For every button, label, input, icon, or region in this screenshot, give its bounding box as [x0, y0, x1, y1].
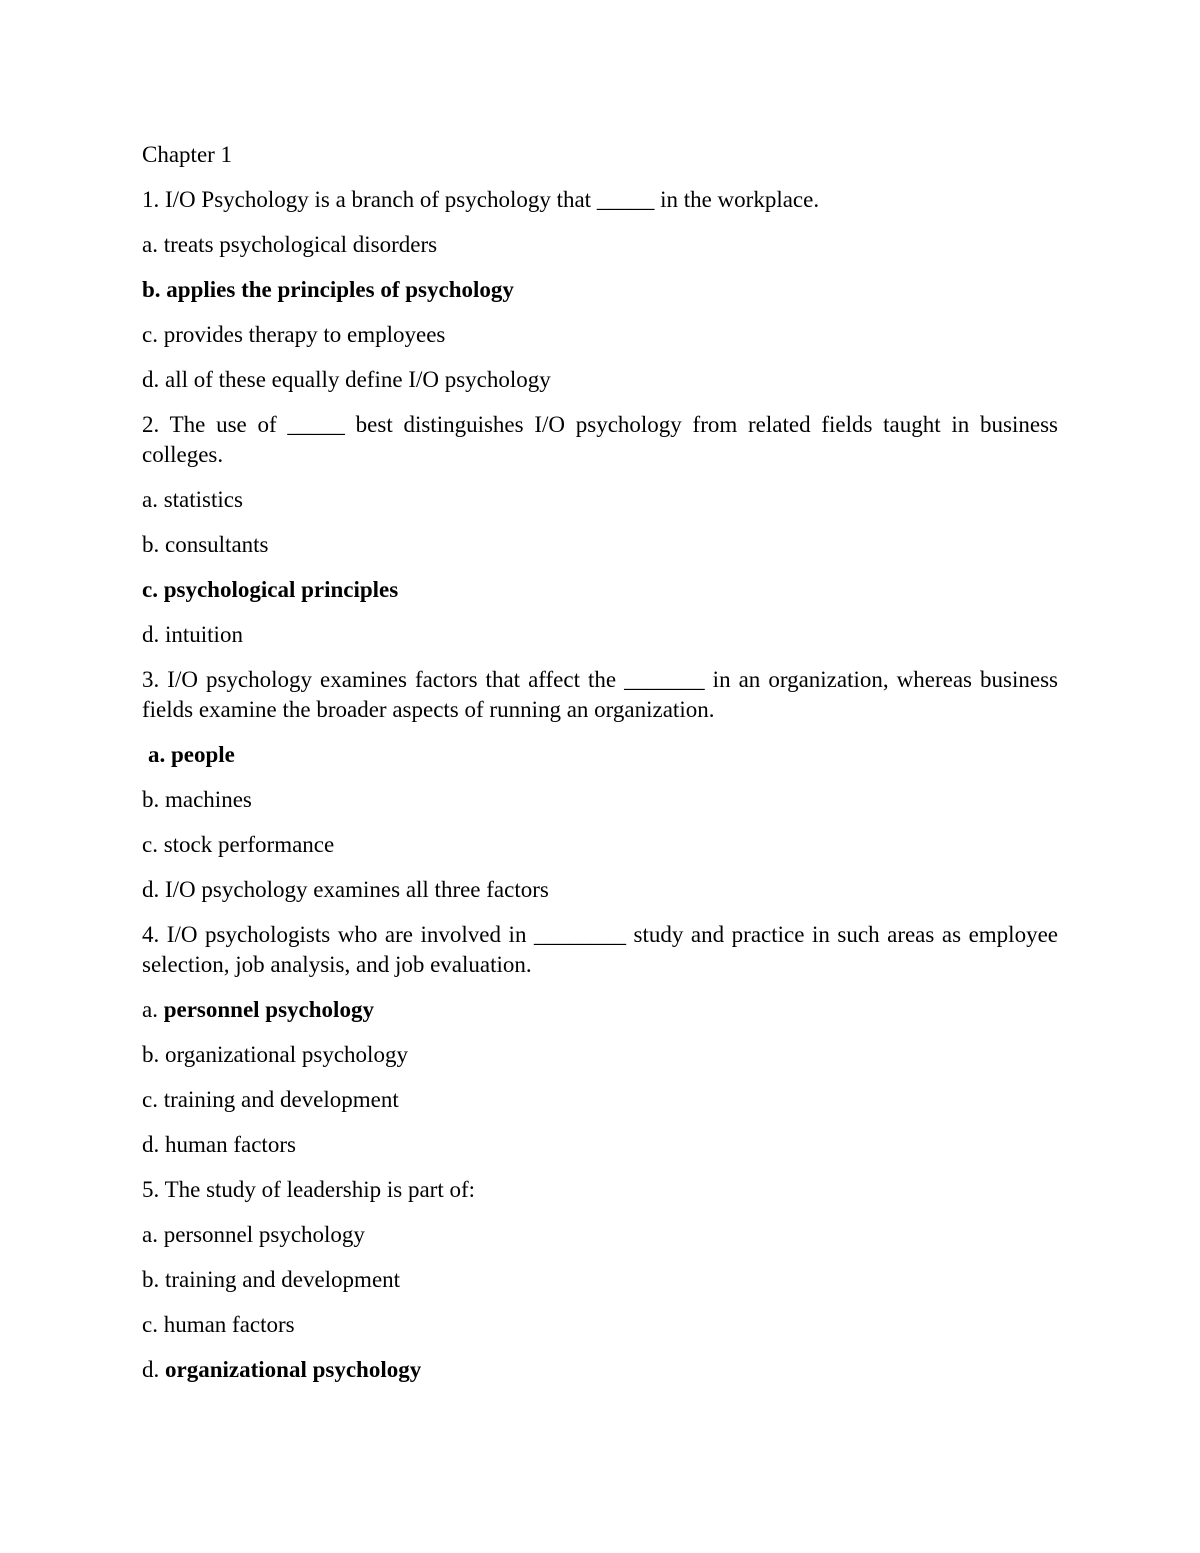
q5-option-a: a. personnel psychology: [142, 1222, 365, 1247]
question-4-stem: 4. I/O psychologists who are involved in ________ study and practice in such areas as employee selection, job analysis, and job evaluation.: [142, 922, 1058, 977]
question-3-stem: 3. I/O psychology examines factors that affect the _______ in an organization, whereas business fields examine the broader aspects of running an organization.: [142, 667, 1058, 722]
q2-option-c-answer: c. psychological principles: [142, 577, 399, 602]
q5-option-c: c. human factors: [142, 1312, 295, 1337]
q4-option-b: b. organizational psychology: [142, 1042, 408, 1067]
q1-option-a: a. treats psychological disorders: [142, 232, 438, 257]
q5-option-d-text: organizational psychology: [165, 1357, 422, 1382]
q1-option-b-answer: b. applies the principles of psychology: [142, 277, 514, 302]
question-5-stem: 5. The study of leadership is part of:: [142, 1177, 476, 1202]
q5-option-d-prefix: d.: [142, 1357, 165, 1382]
q4-option-a-prefix: a.: [142, 997, 164, 1022]
q1-option-c: c. provides therapy to employees: [142, 322, 446, 347]
q3-option-a-answer: a. people: [148, 742, 235, 767]
q4-option-d: d. human factors: [142, 1132, 296, 1157]
q3-option-b: b. machines: [142, 787, 252, 812]
q2-option-a: a. statistics: [142, 487, 243, 512]
question-2-stem: 2. The use of _____ best distinguishes I/O psychology from related fields taught in business colleges.: [142, 412, 1058, 467]
question-1-stem: 1. I/O Psychology is a branch of psychology that _____ in the workplace.: [142, 187, 820, 212]
q2-option-d: d. intuition: [142, 622, 243, 647]
q2-option-b: b. consultants: [142, 532, 269, 557]
q5-option-d-answer: [142, 1355, 1058, 1385]
q1-option-d: d. all of these equally define I/O psychology: [142, 367, 551, 392]
q5-option-b: b. training and development: [142, 1267, 401, 1292]
q4-option-c: c. training and development: [142, 1087, 399, 1112]
document-page: [142, 140, 1058, 1400]
chapter-title: Chapter 1: [142, 142, 233, 167]
q3-option-c: c. stock performance: [142, 832, 335, 857]
q4-option-a-answer: [142, 995, 1058, 1025]
q3-option-d: d. I/O psychology examines all three factors: [142, 877, 549, 902]
q4-option-a-text: personnel psychology: [163, 997, 374, 1022]
